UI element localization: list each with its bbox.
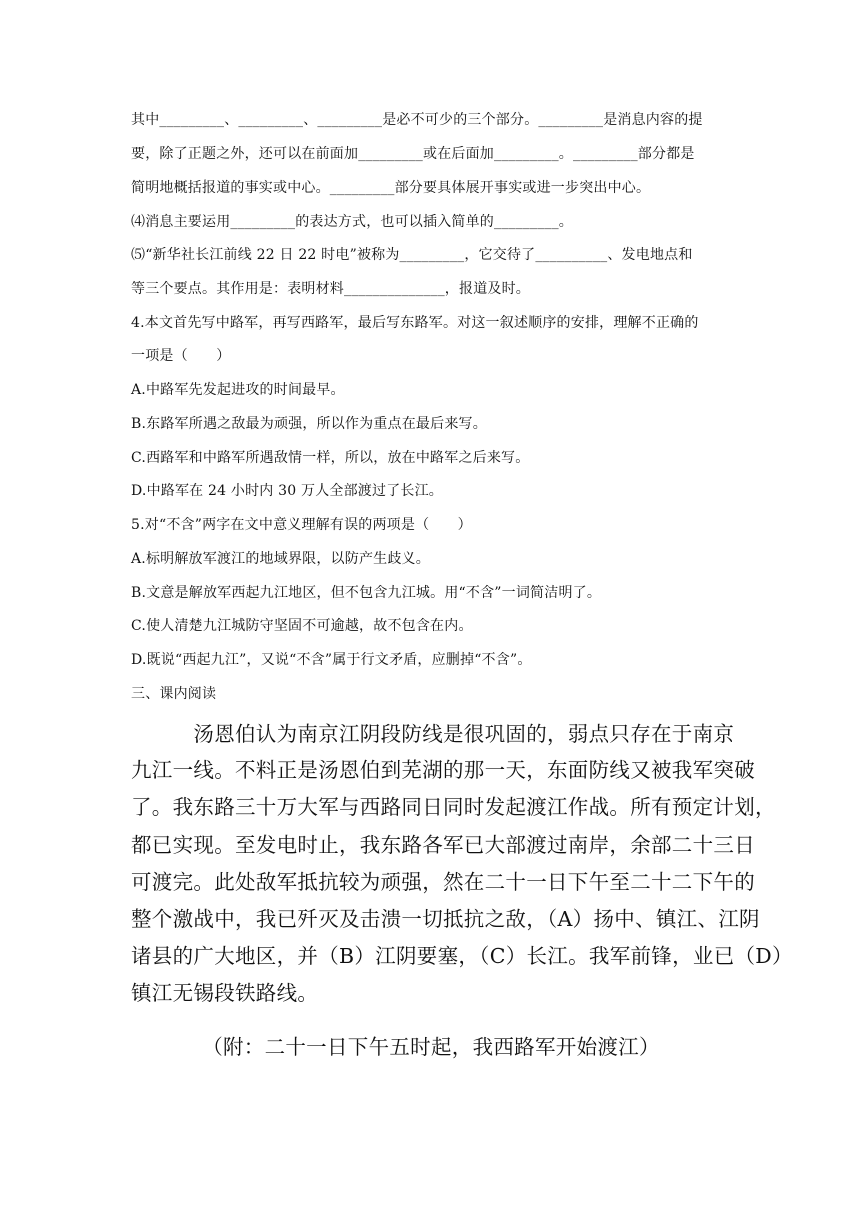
exercise-line: ⑷消息主要运用_________的表达方式，也可以插入简单的_________。 xyxy=(131,214,573,230)
question-4-option-b: B.东路军所遇之敌最为顽强，所以作为重点在最后来写。 xyxy=(131,416,487,432)
question-4-stem: 4.本文首先写中路军，再写西路军，最后写东路军。对这一叙述顺序的安排，理解不正确的 xyxy=(131,315,699,331)
exercise-line: 简明地概括报道的事实或中心。_________部分要具体展开事实或进一步突出中心。 xyxy=(131,180,651,196)
exercise-line: ⑸“新华社长江前线 22 日 22 时电”被称为_________，它交待了__________、发电地点和 xyxy=(131,247,693,263)
question-4-option-c: C.西路军和中路军所遇敌情一样，所以，放在中路军之后来写。 xyxy=(131,450,530,466)
passage-line: 可渡完。此处敌军抵抗较为顽强，然在二十一日下午至二十二下午的 xyxy=(131,870,755,894)
exercise-line: 其中_________、_________、_________是必不可少的三个部分。_________是消息内容的提 xyxy=(131,112,703,128)
passage-line: 镇江无锡段铁路线。 xyxy=(131,981,319,1005)
exercise-line: 要，除了正题之外，还可以在前面加_________或在后面加_________。_________部分都是 xyxy=(131,146,695,162)
question-4-option-d: D.中路军在 24 小时内 30 万人全部渡过了长江。 xyxy=(131,483,444,499)
question-4-option-a: A.中路军先发起进攻的时间最早。 xyxy=(131,382,345,398)
passage-line: 九江一线。不料正是汤恩伯到芜湖的那一天，东面防线又被我军突破 xyxy=(131,758,755,782)
question-5-stem: 5.对“不含”两字在文中意义理解有误的两项是（ ） xyxy=(131,517,472,533)
section-heading: 三、课内阅读 xyxy=(131,686,217,702)
exercise-line: 等三个要点。其作用是：表明材料______________，报道及时。 xyxy=(131,281,530,297)
passage-line: 汤恩伯认为南京江阴段防线是很巩固的，弱点只存在于南京 xyxy=(131,722,735,746)
question-4-stem-cont: 一项是（ ） xyxy=(131,348,231,364)
passage-note: （附：二十一日下午五时起，我西路军开始渡江） xyxy=(202,1035,660,1059)
question-5-option-b: B.文意是解放军西起九江地区，但不包含九江城。用“不含”一词简洁明了。 xyxy=(131,585,602,601)
passage-line: 诸县的广大地区，并（B）江阴要塞，（C）长江。我军前锋，业已（D） xyxy=(131,944,793,968)
passage-line: 了。我东路三十万大军与西路同日同时发起渡江作战。所有预定计划， xyxy=(131,795,776,819)
passage-line: 整个激战中，我已歼灭及击溃一切抵抗之敌，（A）扬中、镇江、江阴 xyxy=(131,907,760,931)
question-5-option-d: D.既说“西起九江”，又说“不含”属于行文矛盾，应删掉“不含”。 xyxy=(131,652,532,668)
question-5-option-c: C.使人清楚九江城防守坚固不可逾越，故不包含在内。 xyxy=(131,618,473,634)
passage-line: 都已实现。至发电时止，我东路各军已大部渡过南岸，余部二十三日 xyxy=(131,833,755,857)
question-5-option-a: A.标明解放军渡江的地域界限，以防产生歧义。 xyxy=(131,551,430,567)
